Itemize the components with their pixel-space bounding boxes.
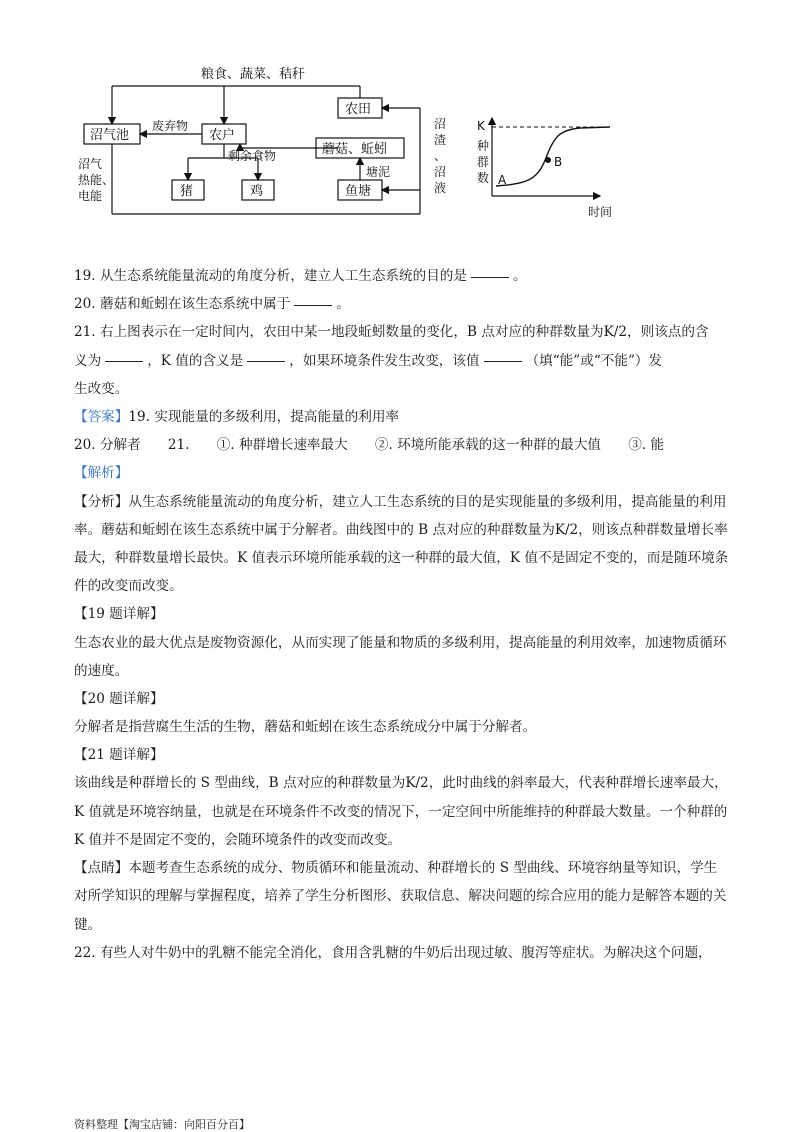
s-curve-graph (477, 118, 612, 219)
waste-label: 废弃物 (152, 119, 189, 133)
top-label: 粮食、蔬菜、秸秆 (201, 67, 306, 82)
leftover-food-label: 剩余食物 (228, 149, 277, 163)
point-b (545, 157, 551, 163)
residue-1: 沼 (434, 117, 447, 131)
answer-blank[interactable] (471, 276, 509, 278)
answer-blank[interactable] (247, 360, 285, 362)
pig-label: 猪 (180, 184, 194, 199)
graph-k-label: K (477, 119, 485, 133)
mushroom-worm-label: 蘑菇、蚯蚓 (322, 142, 388, 157)
graph-y-label-1: 种 (477, 139, 490, 153)
detail-20-title: 【20 题详解】 (74, 690, 164, 707)
residue-5: 液 (434, 181, 447, 195)
detail-19-text: 生态农业的最大优点是废物资源化，从而实现了能量和物质的多级利用，提高能量的利用效率，加速物质循环的速度。 (74, 634, 727, 679)
question-21-line3: 生改变。 (74, 380, 129, 397)
answer-line-1: 【答案】19. 实现能量的多级利用，提高能量的利用率 (74, 408, 400, 425)
biogas-left-1: 沼气 (78, 157, 103, 171)
detail-21-title: 【21 题详解】 (74, 747, 164, 764)
residue-3: 、 (434, 149, 447, 163)
question-21-line2: 义为 ，K 值的含义是 ，如果环境条件发生改变，该值 （填“能”或“不能”）发 (74, 352, 663, 369)
detail-20-text: 分解者是指营腐生生活的生物，蘑菇和蚯蚓在该生态系统成分中属于分解者。 (74, 719, 537, 736)
analysis-text: 【分析】从生态系统能量流动的角度分析，建立人工生态系统的目的是实现能量的多级利用，提高能量的利用率。蘑菇和蚯蚓在该生态系统中属于分解者。曲线图中的 B 点对应的种群数量为K/2，则该点种群数量增长率最大，种群数量增长最快。K 值表示环境所能承载的这一种群的最大值，K 值不是固定不变的，而是随环境条件的改变而改变。 (74, 493, 729, 595)
question-20: 20. 蘑菇和蚯蚓在该生态系统中属于 。 (74, 296, 350, 313)
comment-text: 【点睛】本题考查生态系统的成分、物质循环和能量流动、种群增长的 S 型曲线、环境容纳量等知识，学生对所学知识的理解与掌握程度，培养了学生分析图形、获取信息、解决问题的综合应用的能力是解答本题的关键。 (74, 860, 727, 933)
biogas-pool-label: 沼气池 (90, 128, 130, 143)
detail-19-title: 【19 题详解】 (74, 606, 164, 623)
ecosystem-figure (60, 58, 740, 228)
fish-pond-label: 鱼塘 (345, 184, 372, 199)
analysis-tag: 【解析】 (74, 465, 129, 482)
graph-y-label-3: 数 (477, 171, 490, 185)
answer-blank[interactable] (484, 360, 522, 362)
residue-2: 渣 (434, 133, 447, 147)
biogas-left-2: 热能、 (78, 173, 115, 187)
ecosystem-diagram (60, 58, 740, 228)
graph-a-label: A (498, 173, 507, 187)
answer-blank[interactable] (105, 360, 143, 362)
graph-b-label: B (554, 155, 563, 169)
graph-y-label-2: 群 (477, 155, 490, 169)
question-19: 19. 从生态系统能量流动的角度分析，建立人工生态系统的目的是 。 (74, 268, 527, 284)
answer-tag: 【答案】 (74, 408, 129, 425)
farmer-label: 农户 (209, 128, 236, 143)
question-22: 22. 有些人对牛奶中的乳糖不能完全消化，食用含乳糖的牛奶后出现过敏、腹泻等症状。为解决这个问题， (74, 944, 712, 961)
footer-note: 资料整理【淘宝店铺：向阳百分百】 (74, 1118, 250, 1131)
graph-x-label: 时间 (588, 205, 613, 219)
question-21-line1: 21. 右上图表示在一定时间内，农田中某一地段蚯蚓数量的变化，B 点对应的种群数量为K/2，则该点的含 (74, 324, 709, 341)
detail-21-text: 该曲线是种群增长的 S 型曲线，B 点对应的种群数量为K/2，此时曲线的斜率最大，代表种群增长速率最大，K 值就是环境容纳量，也就是在环境条件不改变的情况下，一定空间中所能维持的种群最大数量。一个种群的 K 值并不是固定不变的，会随环境条件的改变而改变。 (74, 775, 728, 848)
population-curve (496, 127, 610, 186)
document-body (74, 262, 730, 967)
farmland-label: 农田 (345, 102, 372, 117)
biogas-left-3: 电能 (78, 189, 103, 203)
pond-mud-label: 塘泥 (366, 165, 391, 179)
chicken-label: 鸡 (250, 184, 264, 199)
residue-4: 沼 (434, 165, 447, 179)
answer-line-2: 20. 分解者 21. ①. 种群增长速率最大 ②. 环境所能承载的这一种群的最大值 ③. 能 (74, 437, 665, 454)
answer-blank[interactable] (294, 304, 332, 306)
